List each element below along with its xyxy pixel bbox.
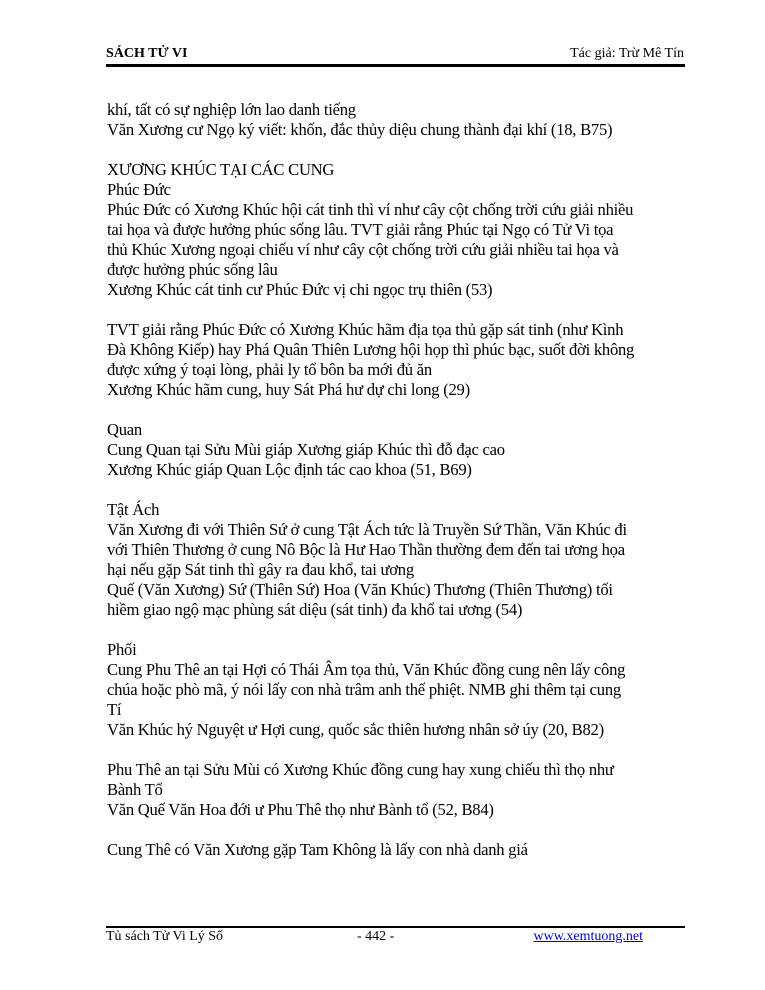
text-line: Tí — [107, 700, 122, 719]
book-title: SÁCH TỬ VI — [106, 46, 188, 61]
series-name: Tủ sách Tử Vi Lý Số — [106, 929, 224, 944]
paragraph — [107, 420, 692, 480]
text-line: Cung Thê có Văn Xương gặp Tam Không là lấy con nhà danh giá — [107, 840, 528, 859]
page-footer — [106, 929, 685, 949]
paragraph — [107, 100, 692, 140]
website-link[interactable]: www.xemtuong.net — [533, 929, 643, 944]
paragraph — [107, 840, 692, 860]
text-line: Cung Quan tại Sửu Mùi giáp Xương giáp Khúc thì đỗ đạc cao — [107, 440, 505, 459]
text-line: được hưởng phúc sống lâu — [107, 260, 278, 279]
header-divider — [106, 64, 685, 67]
page-number: - 442 - — [357, 929, 395, 944]
text-line: hại nếu gặp Sát tinh thì gây ra đau khổ, tai ương — [107, 560, 414, 579]
text-line: Văn Xương cư Ngọ ký viết: khốn, đắc thủy diệu chung thành đại khí (18, B75) — [107, 120, 613, 139]
text-line: Quan — [107, 420, 142, 439]
paragraph — [107, 320, 692, 400]
text-line: XƯƠNG KHÚC TẠI CÁC CUNG — [107, 160, 335, 179]
text-line: Phối — [107, 640, 137, 659]
footer-divider — [106, 926, 685, 928]
page-body — [107, 100, 692, 880]
author-credit: Tác giả: Trừ Mê Tín — [570, 46, 684, 61]
paragraph — [107, 640, 692, 740]
text-line: Bành Tổ — [107, 780, 163, 799]
text-line: Văn Quế Văn Hoa đới ư Phu Thê thọ như Bành tổ (52, B84) — [107, 800, 494, 819]
text-line: Xương Khúc cát tinh cư Phúc Đức vị chi ngọc trụ thiên (53) — [107, 280, 493, 299]
text-line: Tật Ách — [107, 500, 160, 519]
text-line: Đà Không Kiếp) hay Phá Quân Thiên Lương hội họp thì phúc bạc, suốt đời không — [107, 340, 635, 359]
text-line: Xương Khúc giáp Quan Lộc định tác cao khoa (51, B69) — [107, 460, 472, 479]
text-line: chúa hoặc phò mã, ý nói lấy con nhà trâm anh thế phiệt. NMB ghi thêm tại cung — [107, 680, 621, 699]
page-header — [106, 42, 684, 66]
text-line: Văn Xương đi với Thiên Sứ ở cung Tật Ách tức là Truyền Sứ Thần, Văn Khúc đi — [107, 520, 627, 539]
paragraph — [107, 500, 692, 620]
text-line: Xương Khúc hãm cung, huy Sát Phá hư dự chi long (29) — [107, 380, 470, 399]
text-line: Phúc Đức có Xương Khúc hội cát tinh thì ví như cây cột chống trời cứu giải nhiều — [107, 200, 634, 219]
text-line: được xứng ý toại lòng, phải ly tổ bôn ba mới đủ ăn — [107, 360, 432, 379]
text-line: Phúc Đức — [107, 180, 171, 199]
text-line: hiềm giao ngộ mạc phùng sát diệu (sát tinh) đa khổ tai ương (54) — [107, 600, 523, 619]
text-line: thủ Khúc Xương ngoại chiếu ví như cây cột chống trời cứu giải nhiều tai họa và — [107, 240, 619, 259]
text-line: tai họa và được hưởng phúc sống lâu. TVT giải rằng Phúc tại Ngọ có Tử Vi tọa — [107, 220, 614, 239]
text-line: với Thiên Thương ở cung Nô Bộc là Hư Hao Thần thường đem đến tai ương họa — [107, 540, 625, 559]
text-line: TVT giải rằng Phúc Đức có Xương Khúc hãm địa tọa thủ gặp sát tinh (như Kình — [107, 320, 624, 339]
paragraph — [107, 760, 692, 820]
paragraph — [107, 160, 692, 300]
text-line: Cung Phu Thê an tại Hợi có Thái Âm tọa thủ, Văn Khúc đồng cung nên lấy công — [107, 660, 626, 679]
text-line: Quế (Văn Xương) Sứ (Thiên Sứ) Hoa (Văn Khúc) Thương (Thiên Thương) tối — [107, 580, 613, 599]
text-line: khí, tất có sự nghiệp lớn lao danh tiếng — [107, 100, 356, 119]
text-line: Văn Khúc hý Nguyệt ư Hợi cung, quốc sắc thiên hương nhân sở úy (20, B82) — [107, 720, 604, 739]
text-line: Phu Thê an tại Sửu Mùi có Xương Khúc đồng cung hay xung chiếu thì thọ như — [107, 760, 614, 779]
